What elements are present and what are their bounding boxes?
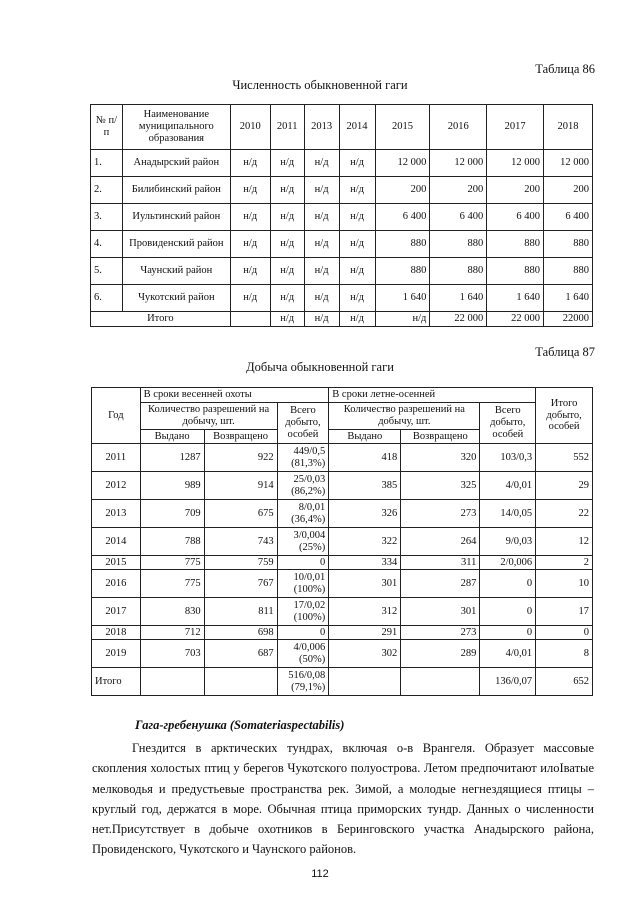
cell: 10: [536, 570, 593, 598]
cell: 1 640: [430, 285, 487, 312]
cell: 2017: [92, 598, 141, 626]
table-row: [91, 150, 593, 177]
cell: 22000: [544, 312, 593, 327]
cell: 2/0,006: [480, 556, 536, 570]
header-spring: В сроки весенней охоты: [140, 388, 329, 403]
header-cell: 2014: [339, 105, 375, 150]
cell: 334: [329, 556, 401, 570]
cell: н/д: [304, 150, 339, 177]
cell: 25/0,03 (86,2%): [277, 472, 329, 500]
cell: 4/0,01: [480, 472, 536, 500]
cell: 712: [140, 626, 204, 640]
cell: Провиденский район: [122, 231, 230, 258]
cell: 136/0,07: [480, 668, 536, 696]
cell: 0: [277, 626, 329, 640]
cell: н/д: [304, 285, 339, 312]
header-all: Всего добыто, особей: [480, 403, 536, 444]
cell: н/д: [270, 177, 304, 204]
table-row: [92, 598, 593, 626]
cell: 2013: [92, 500, 141, 528]
cell: 2016: [92, 570, 141, 598]
cell: 3/0,004 (25%): [277, 528, 329, 556]
cell: н/д: [304, 231, 339, 258]
cell: 2.: [91, 177, 123, 204]
cell: 385: [329, 472, 401, 500]
cell: 1 640: [375, 285, 430, 312]
header-cell: 2013: [304, 105, 339, 150]
cell: 301: [329, 570, 401, 598]
header-cell: Наименование муниципального образования: [122, 105, 230, 150]
cell: 0: [480, 626, 536, 640]
cell: 0: [536, 626, 593, 640]
cell: 103/0,3: [480, 444, 536, 472]
cell: 6.: [91, 285, 123, 312]
cell: 200: [487, 177, 544, 204]
cell: н/д: [230, 177, 270, 204]
cell: 17: [536, 598, 593, 626]
cell: 880: [544, 231, 593, 258]
cell: н/д: [304, 258, 339, 285]
cell: 12: [536, 528, 593, 556]
cell: 703: [140, 640, 204, 668]
cell: 264: [401, 528, 480, 556]
cell: 273: [401, 500, 480, 528]
header-issued: Выдано: [140, 430, 204, 444]
cell: н/д: [339, 258, 375, 285]
cell: 2011: [92, 444, 141, 472]
cell: 0: [480, 598, 536, 626]
cell: 12 000: [487, 150, 544, 177]
cell: 880: [375, 258, 430, 285]
table-87-caption: Добыча обыкновенной гаги: [246, 360, 394, 374]
cell: 788: [140, 528, 204, 556]
cell: 291: [329, 626, 401, 640]
cell: 200: [375, 177, 430, 204]
total-row: [91, 312, 593, 327]
cell: 516/0,08 (79,1%): [277, 668, 329, 696]
header-cell: № п/п: [91, 105, 123, 150]
cell: н/д: [339, 204, 375, 231]
cell: 922: [204, 444, 277, 472]
cell: 1 640: [544, 285, 593, 312]
cell: 6 400: [430, 204, 487, 231]
cell: 2019: [92, 640, 141, 668]
table-row: [92, 640, 593, 668]
total-label: Итого: [92, 668, 141, 696]
cell: 880: [430, 231, 487, 258]
cell: 273: [401, 626, 480, 640]
cell: н/д: [270, 312, 304, 327]
species-paragraph: Гнездится в арктических тундрах, включая о-в Врангеля. Образует массовые скопления холостых птиц у берегов Чукотского полуострова. Летом предпочитают илоIватые мелководья и предустьевые пространства рек. Зимой, а молодые негнездящиеся птицы – круглый год, держатся в море. Обычная птица приморских тундр. Данных о численности нет.Присутствует в добыче охотников в Беринговского участка Анадырского района, Провиденского, Чукотского и Чаунского районов.: [92, 741, 594, 857]
cell: 325: [401, 472, 480, 500]
cell: 22 000: [487, 312, 544, 327]
cell: 326: [329, 500, 401, 528]
cell: 4.: [91, 231, 123, 258]
cell: [230, 312, 270, 327]
cell: 880: [375, 231, 430, 258]
cell: 8/0,01 (36,4%): [277, 500, 329, 528]
table-header-row: [91, 105, 593, 150]
cell: 2014: [92, 528, 141, 556]
header-returned: Возвращено: [204, 430, 277, 444]
cell: 652: [536, 668, 593, 696]
cell: 880: [430, 258, 487, 285]
cell: 322: [329, 528, 401, 556]
cell: 811: [204, 598, 277, 626]
cell: 880: [544, 258, 593, 285]
table-row: [92, 556, 593, 570]
cell: 880: [487, 231, 544, 258]
cell: 22 000: [430, 312, 487, 327]
cell: 12 000: [430, 150, 487, 177]
header-year: Год: [92, 388, 141, 444]
cell: Чукотский район: [122, 285, 230, 312]
cell: 698: [204, 626, 277, 640]
table-row: [92, 570, 593, 598]
cell: н/д: [230, 258, 270, 285]
cell: 6 400: [375, 204, 430, 231]
cell: 0: [480, 570, 536, 598]
cell: 2: [536, 556, 593, 570]
cell: Анадырский район: [122, 150, 230, 177]
cell: Иультинский район: [122, 204, 230, 231]
cell: 320: [401, 444, 480, 472]
cell: 12 000: [544, 150, 593, 177]
cell: 10/0,01 (100%): [277, 570, 329, 598]
cell: 1287: [140, 444, 204, 472]
cell: н/д: [230, 204, 270, 231]
cell: н/д: [339, 150, 375, 177]
cell: 200: [430, 177, 487, 204]
species-heading: Гага-гребенушка (Somateriaspectabilis): [135, 718, 345, 732]
cell: 830: [140, 598, 204, 626]
cell: н/д: [339, 231, 375, 258]
cell: 22: [536, 500, 593, 528]
cell: 2012: [92, 472, 141, 500]
cell: [204, 668, 277, 696]
cell: 989: [140, 472, 204, 500]
header-permits: Количество разрешений на добычу, шт.: [329, 403, 480, 430]
cell: 2018: [92, 626, 141, 640]
cell: 687: [204, 640, 277, 668]
table-row: [92, 626, 593, 640]
header-all: Всего добыто, особей: [277, 403, 329, 444]
cell: 4/0,01: [480, 640, 536, 668]
cell: н/д: [304, 204, 339, 231]
cell: 880: [487, 258, 544, 285]
cell: [329, 668, 401, 696]
cell: Чаунский район: [122, 258, 230, 285]
cell: 0: [277, 556, 329, 570]
cell: 759: [204, 556, 277, 570]
cell: н/д: [230, 231, 270, 258]
cell: 709: [140, 500, 204, 528]
cell: 743: [204, 528, 277, 556]
table-row: [91, 177, 593, 204]
page-number: 112: [311, 868, 329, 880]
cell: 1 640: [487, 285, 544, 312]
table-row: [91, 285, 593, 312]
header-cell: 2018: [544, 105, 593, 150]
cell: н/д: [270, 285, 304, 312]
cell: [401, 668, 480, 696]
cell: н/д: [230, 150, 270, 177]
cell: 311: [401, 556, 480, 570]
cell: 29: [536, 472, 593, 500]
table-86-caption: Численность обыкновенной гаги: [232, 78, 408, 92]
table-row: [91, 258, 593, 285]
cell: 449/0,5 (81,3%): [277, 444, 329, 472]
cell: н/д: [304, 312, 339, 327]
header-cell: 2017: [487, 105, 544, 150]
cell: 287: [401, 570, 480, 598]
cell: 9/0,03: [480, 528, 536, 556]
total-row: [92, 668, 593, 696]
cell: н/д: [339, 312, 375, 327]
table-row: [91, 204, 593, 231]
cell: 14/0,05: [480, 500, 536, 528]
total-label: Итого: [91, 312, 231, 327]
population-table: [90, 104, 593, 327]
cell: н/д: [304, 177, 339, 204]
cell: 6 400: [487, 204, 544, 231]
header-cell: 2011: [270, 105, 304, 150]
cell: 418: [329, 444, 401, 472]
header-returned: Возвращено: [401, 430, 480, 444]
header-issued: Выдано: [329, 430, 401, 444]
cell: 5.: [91, 258, 123, 285]
header-autumn: В сроки летне-осенней: [329, 388, 536, 403]
cell: 8: [536, 640, 593, 668]
cell: н/д: [270, 204, 304, 231]
cell: 12 000: [375, 150, 430, 177]
cell: 289: [401, 640, 480, 668]
cell: 552: [536, 444, 593, 472]
cell: 767: [204, 570, 277, 598]
cell: н/д: [339, 177, 375, 204]
table-header-row: [92, 403, 593, 430]
cell: н/д: [270, 150, 304, 177]
header-cell: 2010: [230, 105, 270, 150]
header-cell: 2015: [375, 105, 430, 150]
cell: 914: [204, 472, 277, 500]
table-row: [92, 444, 593, 472]
cell: н/д: [375, 312, 430, 327]
header-total: Итого добыто, особей: [536, 388, 593, 444]
cell: 775: [140, 556, 204, 570]
cell: 3.: [91, 204, 123, 231]
cell: н/д: [270, 258, 304, 285]
cell: 17/0,02 (100%): [277, 598, 329, 626]
cell: Билибинский район: [122, 177, 230, 204]
table-row: [92, 472, 593, 500]
header-permits: Количество разрешений на добычу, шт.: [140, 403, 277, 430]
cell: 302: [329, 640, 401, 668]
cell: 200: [544, 177, 593, 204]
table-header-row: [92, 388, 593, 403]
harvest-table: [91, 387, 593, 696]
cell: н/д: [230, 285, 270, 312]
header-cell: 2016: [430, 105, 487, 150]
cell: 6 400: [544, 204, 593, 231]
cell: 775: [140, 570, 204, 598]
cell: н/д: [339, 285, 375, 312]
cell: 312: [329, 598, 401, 626]
table-row: [92, 528, 593, 556]
cell: н/д: [270, 231, 304, 258]
table-row: [92, 500, 593, 528]
cell: 301: [401, 598, 480, 626]
cell: [140, 668, 204, 696]
table-86-label: Таблица 86: [535, 62, 595, 76]
cell: 4/0,006 (50%): [277, 640, 329, 668]
cell: 1.: [91, 150, 123, 177]
cell: 675: [204, 500, 277, 528]
table-row: [91, 231, 593, 258]
cell: 2015: [92, 556, 141, 570]
table-87-label: Таблица 87: [535, 345, 595, 359]
